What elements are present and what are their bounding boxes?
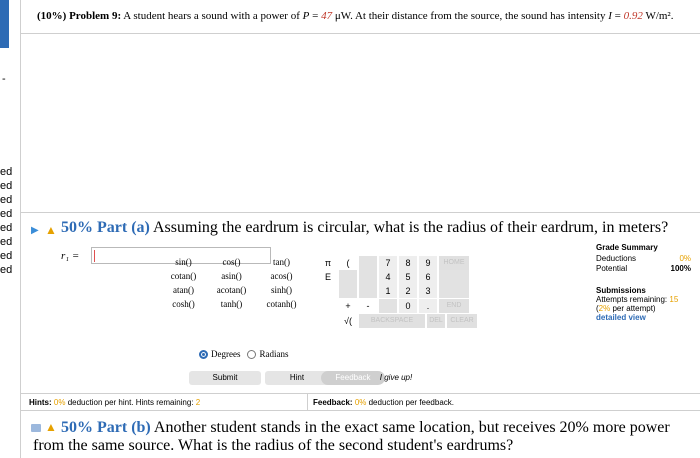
hint-button[interactable]: Hint [265, 371, 329, 385]
power-variable: P [302, 10, 310, 22]
calc-open-paren-button[interactable]: ( [346, 258, 350, 268]
per-attempt-label: per attempt) [612, 304, 656, 313]
detailed-view-link[interactable]: detailed view [596, 313, 646, 322]
part-b-question-line-1: Another student stands in the exact same location, but receives 20% more power [153, 419, 670, 436]
calc-blank-key[interactable] [359, 284, 377, 298]
sidebar-item-fragment[interactable]: ed [0, 250, 13, 262]
sidebar-item-fragment[interactable]: ed [0, 222, 13, 234]
calc-pi-button[interactable]: π [324, 258, 332, 268]
intensity-variable: I [608, 10, 612, 22]
radians-label: Radians [259, 349, 289, 359]
warning-icon: ▲ [45, 420, 57, 434]
problem-statement: (10%) Problem 9: A student hears a sound with a power of P = 47 μW. At their distance from the source, the sound has intensity I = 0.92 W/m². [37, 10, 674, 22]
submissions-title: Submissions [596, 286, 646, 295]
hints-feedback-bar [21, 393, 700, 411]
calc-blank-key[interactable] [339, 284, 357, 298]
sidebar-active-tab[interactable] [0, 0, 9, 48]
answer-label: r₁ = [61, 250, 80, 262]
part-b-section [21, 414, 700, 458]
per-attempt-pct: 2% [598, 304, 611, 313]
angle-mode-group [199, 349, 288, 359]
sidebar-dash: - [2, 73, 6, 85]
calc-atan-button[interactable]: atan() [173, 285, 194, 295]
calc-blank-key[interactable] [439, 284, 469, 298]
intensity-value: 0.92 [623, 10, 643, 22]
calc-cos-button[interactable]: cos() [222, 257, 241, 267]
calc-digit-3[interactable]: 3 [419, 284, 437, 298]
part-a-question: Assuming the eardrum is circular, what is the radius of their eardrum, in meters? [152, 219, 669, 236]
attempts-value: 15 [669, 295, 679, 304]
problem-text: A student hears a sound with a power of [123, 10, 300, 22]
calc-sin-button[interactable]: sin() [175, 257, 192, 267]
warning-icon: ▲ [45, 223, 57, 237]
collapsed-part-icon[interactable] [31, 424, 41, 432]
calc-home-button[interactable]: HOME [439, 256, 469, 270]
feedback-text: deduction per feedback. [368, 398, 455, 407]
calc-blank-key[interactable] [339, 270, 357, 284]
grade-summary [596, 243, 691, 274]
part-b-label: 50% Part (b) [61, 419, 151, 436]
text-cursor [94, 250, 95, 262]
potential-value: 100% [670, 264, 691, 273]
calc-blank-key[interactable] [359, 270, 377, 284]
calc-backspace-button[interactable]: BACKSPACE [359, 314, 425, 328]
calc-digit-2[interactable]: 2 [399, 284, 417, 298]
power-value: 47 [321, 10, 333, 22]
hints-text: deduction per hint. Hints remaining: [67, 398, 194, 407]
submit-button[interactable]: Submit [189, 371, 261, 385]
deductions-value: 0% [679, 254, 691, 263]
sidebar-item-fragment[interactable]: ed [0, 194, 13, 206]
calc-acos-button[interactable]: acos() [270, 271, 293, 281]
intensity-unit: W/m². [645, 10, 674, 22]
calc-clear-button[interactable]: CLEAR [447, 314, 477, 328]
degrees-radio[interactable] [199, 350, 208, 359]
problem-card [20, 0, 700, 458]
hints-pct: 0% [53, 398, 66, 407]
calc-e-button[interactable]: E [324, 272, 331, 282]
deductions-label: Deductions [596, 254, 637, 263]
calc-digit-1[interactable]: 1 [379, 284, 397, 298]
calc-cotan-button[interactable]: cotan() [170, 271, 197, 281]
calc-blank-key[interactable] [439, 270, 469, 284]
calc-sqrt-button[interactable]: √( [344, 316, 352, 326]
calc-cosh-button[interactable]: cosh() [172, 299, 195, 309]
calc-tan-button[interactable]: tan() [273, 257, 290, 267]
power-unit: μW. At their distance from the source, the sound has intensity [334, 10, 606, 22]
sidebar-item-fragment[interactable]: ed [0, 180, 13, 192]
calc-minus-button[interactable]: - [366, 301, 370, 311]
divider [21, 33, 700, 34]
calculator [161, 256, 491, 366]
radians-radio[interactable] [247, 350, 256, 359]
calc-digit-6[interactable]: 6 [419, 270, 437, 284]
calc-blank-key[interactable] [359, 256, 377, 270]
calc-end-button[interactable]: END [439, 299, 469, 313]
calc-asin-button[interactable]: asin() [221, 271, 242, 281]
part-a-label: 50% Part (a) [61, 219, 150, 236]
calc-digit-7[interactable]: 7 [379, 256, 397, 270]
feedback-info [313, 398, 454, 407]
attempts-label: Attempts remaining: [596, 295, 668, 304]
give-up-button[interactable]: I give up! [379, 373, 413, 382]
divider [307, 394, 308, 411]
sidebar-item-fragment[interactable]: ed [0, 166, 13, 178]
sidebar-item-fragment[interactable]: ed [0, 264, 13, 276]
calc-acotan-button[interactable]: acotan() [216, 285, 247, 295]
feedback-label: Feedback: [313, 398, 353, 407]
problem-number: (10%) Problem 9: [37, 10, 122, 22]
calc-digit-4[interactable]: 4 [379, 270, 397, 284]
feedback-pct: 0% [354, 398, 367, 407]
part-a-section [21, 212, 700, 410]
hints-remaining: 2 [195, 398, 201, 407]
calc-blank-key[interactable] [379, 299, 397, 313]
calc-tanh-button[interactable]: tanh() [220, 299, 243, 309]
submissions-panel: Submissions Attempts remaining: 15 (2% per attempt) detailed view [596, 286, 696, 322]
feedback-button[interactable]: Feedback [321, 371, 385, 385]
potential-label: Potential [596, 264, 628, 273]
calc-digit-5[interactable]: 5 [399, 270, 417, 284]
part-b-heading [61, 418, 700, 437]
sidebar-item-fragment[interactable]: ed [0, 208, 13, 220]
part-b-question-line-2: from the same source. What is the radius of the second student's eardrums? [33, 437, 514, 454]
part-a-heading [61, 219, 668, 237]
calc-sinh-button[interactable]: sinh() [271, 285, 292, 295]
hints-label: Hints: [29, 398, 52, 407]
degrees-label: Degrees [211, 349, 241, 359]
calc-del-button[interactable]: DEL [427, 314, 445, 328]
calc-digit-0[interactable]: 0 [399, 299, 417, 313]
grade-summary-title: Grade Summary [596, 243, 658, 252]
play-arrow-icon[interactable]: ▶ [31, 225, 39, 236]
left-sidebar-strip [0, 0, 14, 458]
calc-digit-8[interactable]: 8 [399, 256, 417, 270]
hints-info [29, 398, 200, 407]
sidebar-item-fragment[interactable]: ed [0, 236, 13, 248]
calc-plus-button[interactable]: + [345, 301, 351, 311]
calc-cotanh-button[interactable]: cotanh() [266, 299, 297, 309]
calc-decimal-button[interactable]: . [419, 299, 437, 313]
calc-digit-9[interactable]: 9 [419, 256, 437, 270]
